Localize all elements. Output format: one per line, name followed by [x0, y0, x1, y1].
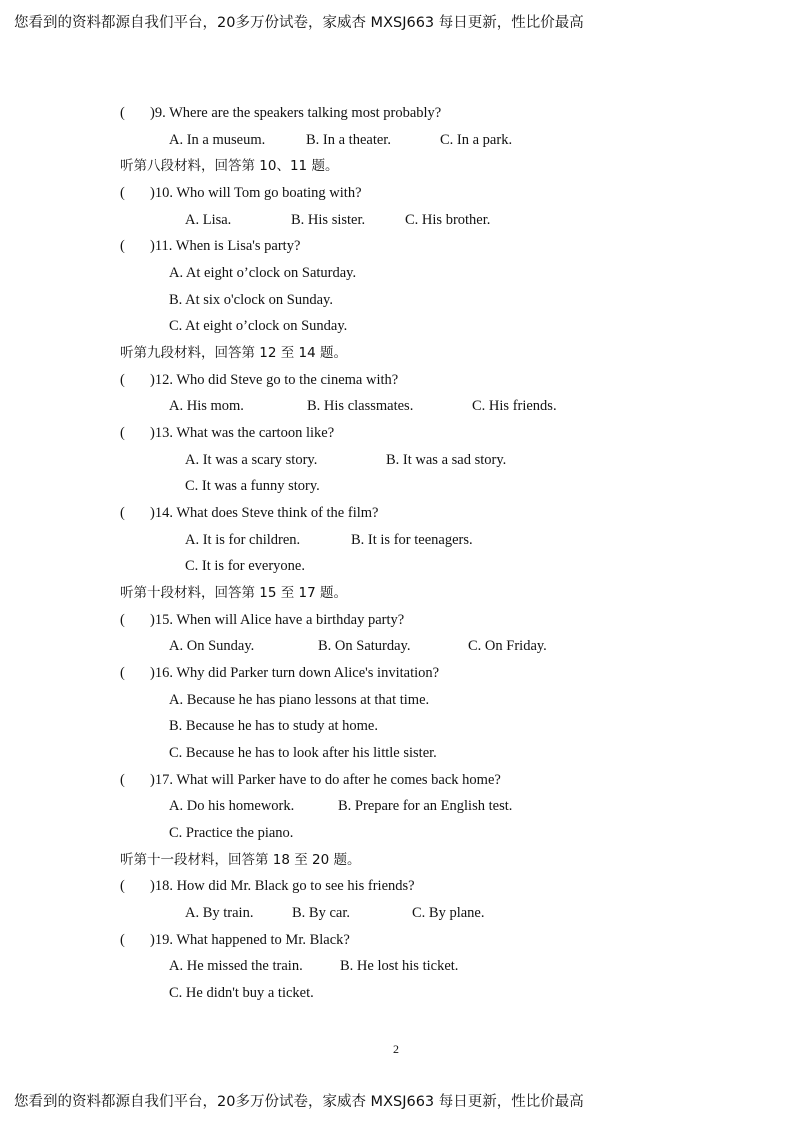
- question-stem: )9. Where are the speakers talking most probably?: [150, 105, 442, 121]
- option-b: B. By car.: [292, 905, 350, 921]
- question-stem: )12. Who did Steve go to the cinema with?: [150, 372, 399, 388]
- option-c: C. His friends.: [472, 398, 557, 414]
- question-16: [120, 664, 439, 682]
- question-stem: )18. How did Mr. Black go to see his friends?: [150, 878, 415, 894]
- option-c: C. In a park.: [440, 132, 513, 148]
- header-banner: 您看到的资料都源自我们平台，20多万份试卷，家威杏 MXSJ663 每日更新，性比价最高: [14, 15, 584, 31]
- question-stem: )17. What will Parker have to do after he comes back home?: [150, 772, 501, 788]
- answer-blank: (: [120, 932, 125, 948]
- answer-blank: (: [120, 878, 125, 894]
- option-a: A. It is for children.: [185, 532, 301, 548]
- option-b: B. It was a sad story.: [386, 452, 507, 468]
- answer-blank: (: [120, 238, 125, 254]
- section-heading-11: 听第十一段材料，回答第 18 至 20 题。: [120, 852, 361, 868]
- option-b: B. At six o'clock on Sunday.: [169, 292, 333, 308]
- option-a: A. Lisa.: [185, 212, 232, 228]
- question-stem: )16. Why did Parker turn down Alice's invitation?: [150, 665, 440, 681]
- option-c: C. At eight o’clock on Sunday.: [169, 318, 348, 334]
- question-stem: )11. When is Lisa's party?: [150, 238, 301, 254]
- option-a: A. Do his homework.: [169, 798, 295, 814]
- question-stem: )10. Who will Tom go boating with?: [150, 185, 362, 201]
- option-c: C. It is for everyone.: [185, 558, 305, 574]
- option-c: C. Practice the piano.: [169, 825, 294, 841]
- option-a: A. He missed the train.: [169, 958, 303, 974]
- option-b: B. In a theater.: [306, 132, 391, 148]
- question-9: [120, 104, 441, 122]
- option-b: B. His classmates.: [307, 398, 414, 414]
- question-stem: )13. What was the cartoon like?: [150, 425, 335, 441]
- section-heading-10: 听第十段材料，回答第 15 至 17 题。: [120, 585, 348, 601]
- option-b: B. Because he has to study at home.: [169, 718, 378, 734]
- answer-blank: (: [120, 612, 125, 628]
- question-13: [120, 424, 334, 442]
- answer-blank: (: [120, 185, 125, 201]
- question-18: [120, 877, 415, 895]
- page-number: 2: [393, 1042, 399, 1056]
- answer-blank: (: [120, 665, 125, 681]
- option-b: B. On Saturday.: [318, 638, 411, 654]
- question-12: [120, 371, 398, 389]
- option-c: C. It was a funny story.: [185, 478, 320, 494]
- option-c: C. By plane.: [412, 905, 485, 921]
- question-10: [120, 184, 362, 202]
- question-14: [120, 504, 378, 522]
- footer-banner: 您看到的资料都源自我们平台，20多万份试卷，家威杏 MXSJ663 每日更新，性比价最高: [14, 1094, 584, 1110]
- option-b: B. It is for teenagers.: [351, 532, 473, 548]
- option-a: A. At eight o’clock on Saturday.: [169, 265, 357, 281]
- option-a: A. On Sunday.: [169, 638, 255, 654]
- answer-blank: (: [120, 772, 125, 788]
- option-a: A. It was a scary story.: [185, 452, 318, 468]
- option-c: C. On Friday.: [468, 638, 547, 654]
- option-a: A. His mom.: [169, 398, 244, 414]
- section-heading-8: 听第八段材料，回答第 10、11 题。: [120, 158, 339, 174]
- section-heading-9: 听第九段材料，回答第 12 至 14 题。: [120, 345, 348, 361]
- answer-blank: (: [120, 372, 125, 388]
- question-stem: )19. What happened to Mr. Black?: [150, 932, 350, 948]
- option-a: A. By train.: [185, 905, 254, 921]
- question-11: [120, 237, 300, 255]
- question-stem: )14. What does Steve think of the film?: [150, 505, 379, 521]
- answer-blank: (: [120, 105, 125, 121]
- option-b: B. He lost his ticket.: [340, 958, 459, 974]
- question-19: [120, 931, 350, 949]
- option-c: C. His brother.: [405, 212, 491, 228]
- option-a: A. Because he has piano lessons at that time.: [169, 692, 430, 708]
- option-c: C. Because he has to look after his little sister.: [169, 745, 437, 761]
- option-b: B. His sister.: [291, 212, 366, 228]
- answer-blank: (: [120, 425, 125, 441]
- question-stem: )15. When will Alice have a birthday party?: [150, 612, 405, 628]
- question-15: [120, 611, 404, 629]
- option-a: A. In a museum.: [169, 132, 266, 148]
- question-17: [120, 771, 501, 789]
- option-c: C. He didn't buy a ticket.: [169, 985, 314, 1001]
- answer-blank: (: [120, 505, 125, 521]
- option-b: B. Prepare for an English test.: [338, 798, 513, 814]
